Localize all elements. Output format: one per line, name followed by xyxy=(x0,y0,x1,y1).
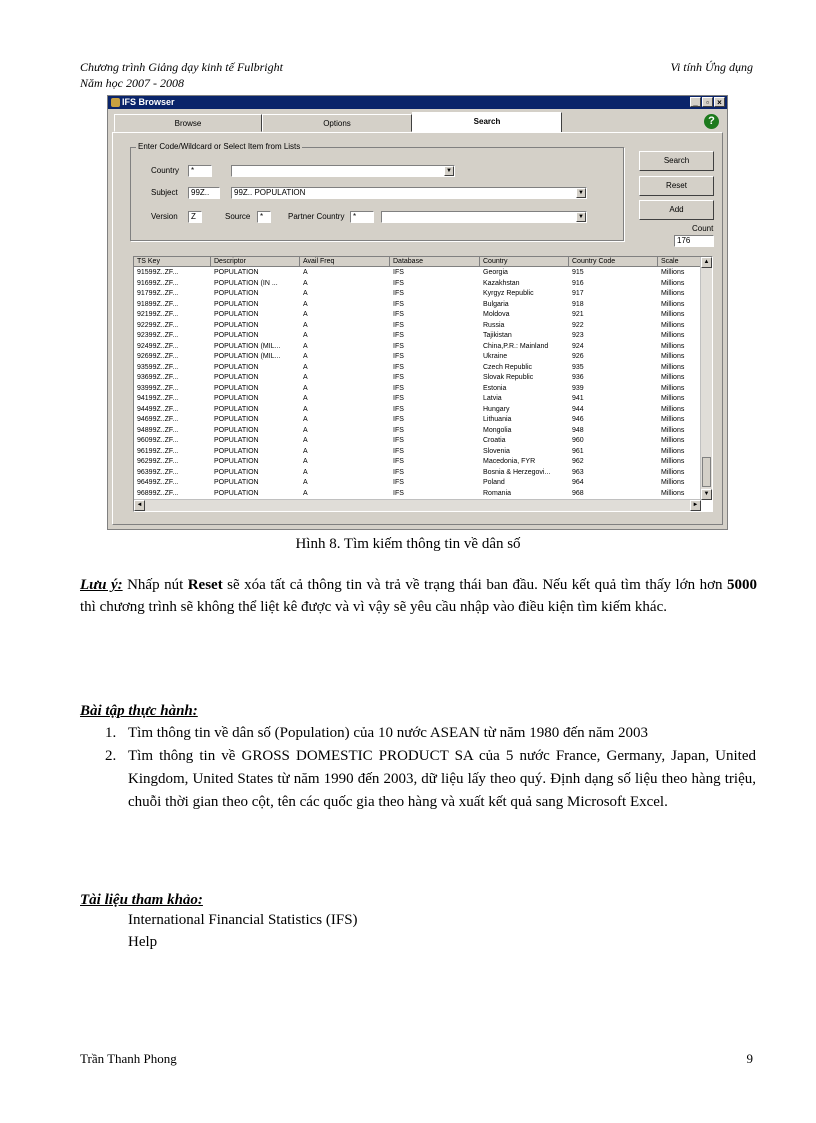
table-cell: Millions xyxy=(661,489,685,497)
help-icon[interactable]: ? xyxy=(704,114,719,129)
table-cell: POPULATION xyxy=(214,426,259,434)
table-cell: IFS xyxy=(393,290,404,297)
table-cell: Millions xyxy=(661,405,685,413)
header-year: Năm học 2007 - 2008 xyxy=(80,76,184,90)
col-scale[interactable]: Scale xyxy=(658,257,703,267)
table-cell: 923 xyxy=(572,332,584,339)
table-cell: 93999Z..ZF... xyxy=(137,384,179,392)
table-cell: 96499Z..ZF... xyxy=(137,479,179,486)
note-paragraph xyxy=(80,574,757,618)
table-cell: 92399Z..ZF... xyxy=(137,332,179,339)
table-cell: Slovak Republic xyxy=(483,374,534,381)
table-cell: IFS xyxy=(393,363,404,371)
table-cell: Macedonia, FYR xyxy=(483,458,536,465)
table-cell: Romania xyxy=(483,489,512,497)
subject-select-value: 99Z.. POPULATION xyxy=(234,188,306,197)
subject-label: Subject xyxy=(151,188,178,197)
table-cell: A xyxy=(303,353,308,360)
table-cell: A xyxy=(303,468,308,476)
table-cell: Kyrgyz Republic xyxy=(483,290,534,297)
table-cell: Millions xyxy=(661,479,685,486)
table-cell: IFS xyxy=(393,468,404,476)
table-cell: Millions xyxy=(661,395,685,402)
table-row[interactable] xyxy=(134,310,701,321)
note-text-3: thì chương trình sẽ không thể liệt kê được và vì vậy sẽ yêu cầu nhập vào điều kiện tìm kiếm khác. xyxy=(80,599,667,615)
reference-item: International Financial Statistics (IFS) xyxy=(128,912,358,928)
country-select[interactable] xyxy=(231,165,455,177)
table-cell: IFS xyxy=(393,332,404,339)
table-cell: 94199Z..ZF... xyxy=(137,395,179,402)
table-cell: POPULATION xyxy=(214,321,259,329)
source-code-input[interactable]: * xyxy=(257,211,271,223)
table-cell: Millions xyxy=(661,468,685,476)
table-cell: Millions xyxy=(661,311,685,318)
reset-button[interactable]: Reset xyxy=(639,176,714,196)
table-cell: 92699Z..ZF... xyxy=(137,353,179,360)
table-cell: A xyxy=(303,416,308,423)
exercise-number: 2. xyxy=(105,748,117,764)
references-title: Tài liệu tham khảo: xyxy=(80,892,203,908)
exercise-item-2 xyxy=(105,745,756,814)
table-cell: IFS xyxy=(393,416,404,423)
table-row[interactable] xyxy=(134,289,701,300)
table-cell: IFS xyxy=(393,437,404,444)
table-cell: POPULATION xyxy=(214,458,259,465)
vertical-scrollbar[interactable] xyxy=(700,257,712,500)
table-cell: POPULATION xyxy=(214,384,259,392)
table-cell: 946 xyxy=(572,416,584,423)
table-cell: Millions xyxy=(661,384,685,392)
table-cell: 962 xyxy=(572,458,584,465)
table-cell: Lithuania xyxy=(483,416,512,423)
note-reset-word: Reset xyxy=(187,577,223,593)
table-cell: Czech Republic xyxy=(483,363,533,371)
scroll-down-icon[interactable]: ▼ xyxy=(701,489,712,500)
note-limit-number: 5000 xyxy=(727,577,757,593)
table-cell: IFS xyxy=(393,311,404,318)
table-cell: 918 xyxy=(572,300,584,308)
table-cell: A xyxy=(303,374,308,381)
col-database[interactable]: Database xyxy=(390,257,480,267)
tab-search[interactable]: Search xyxy=(412,112,562,133)
table-cell: Ukraine xyxy=(483,353,508,360)
table-cell: A xyxy=(303,405,308,413)
table-cell: Millions xyxy=(661,353,685,360)
table-cell: 91899Z..ZF... xyxy=(137,300,179,308)
scroll-left-icon[interactable]: ◄ xyxy=(134,500,145,511)
table-cell: A xyxy=(303,395,308,402)
table-cell: POPULATION xyxy=(214,290,259,297)
table-cell: IFS xyxy=(393,321,404,329)
table-cell: 94699Z..ZF... xyxy=(137,416,179,423)
table-row[interactable] xyxy=(134,279,701,290)
table-cell: 91699Z..ZF... xyxy=(137,279,179,287)
table-cell: POPULATION xyxy=(214,395,259,402)
table-cell: 960 xyxy=(572,437,584,444)
table-cell: 961 xyxy=(572,447,584,455)
chevron-down-icon[interactable]: ▼ xyxy=(576,188,586,198)
table-cell: A xyxy=(303,489,308,497)
table-row[interactable] xyxy=(134,426,701,437)
table-cell: IFS xyxy=(393,458,404,465)
table-cell: POPULATION xyxy=(214,479,259,486)
table-cell: IFS xyxy=(393,395,404,402)
table-cell: 948 xyxy=(572,426,584,434)
table-row[interactable] xyxy=(134,352,701,363)
table-cell: A xyxy=(303,437,308,444)
table-cell: IFS xyxy=(393,479,404,486)
table-cell: IFS xyxy=(393,384,404,392)
table-cell: Millions xyxy=(661,279,685,287)
footer-author: Trần Thanh Phong xyxy=(80,1051,177,1066)
table-cell: IFS xyxy=(393,279,404,287)
table-row[interactable] xyxy=(134,457,701,468)
table-cell: IFS xyxy=(393,447,404,455)
table-cell: 941 xyxy=(572,395,584,402)
table-cell: A xyxy=(303,342,308,350)
table-cell: A xyxy=(303,363,308,371)
table-cell: Bulgaria xyxy=(483,300,509,308)
version-label: Version xyxy=(151,212,178,221)
table-cell: Kazakhstan xyxy=(483,279,520,287)
table-cell: Millions xyxy=(661,416,685,423)
scroll-thumb[interactable] xyxy=(702,457,711,487)
figure-caption: Hình 8. Tìm kiếm thông tin về dân số xyxy=(295,536,521,552)
table-cell: IFS xyxy=(393,300,404,308)
partner-country-select[interactable] xyxy=(381,211,587,223)
table-cell: POPULATION xyxy=(214,332,259,339)
table-cell: Millions xyxy=(661,342,685,350)
table-cell: 94899Z..ZF... xyxy=(137,426,179,434)
count-value: 176 xyxy=(674,235,714,247)
table-cell: Moldova xyxy=(483,311,510,318)
table-cell: Croatia xyxy=(483,437,506,444)
table-row[interactable] xyxy=(134,478,701,489)
table-cell: 96099Z..ZF... xyxy=(137,437,179,444)
table-cell: 968 xyxy=(572,489,584,497)
col-descriptor[interactable]: Descriptor xyxy=(211,257,300,267)
table-cell: 91799Z..ZF... xyxy=(137,290,179,297)
table-cell: 916 xyxy=(572,279,584,287)
table-cell: Millions xyxy=(661,458,685,465)
table-cell: Millions xyxy=(661,437,685,444)
exercise-number: 1. xyxy=(105,725,117,741)
restore-icon[interactable]: ▫ xyxy=(702,97,713,107)
table-cell: POPULATION xyxy=(214,374,259,381)
table-cell: IFS xyxy=(393,353,404,360)
country-label: Country xyxy=(151,166,180,175)
results-grid[interactable] xyxy=(133,256,713,512)
title-bar xyxy=(108,96,727,109)
table-cell: 926 xyxy=(572,353,584,360)
reference-item: Help xyxy=(128,934,158,950)
grid-header xyxy=(134,257,701,267)
table-cell: A xyxy=(303,426,308,434)
tab-browse[interactable]: Browse xyxy=(114,114,262,132)
table-cell: 924 xyxy=(572,342,584,350)
country-code-input[interactable]: * xyxy=(188,165,212,177)
table-cell: Georgia xyxy=(483,269,508,276)
table-row[interactable] xyxy=(134,268,701,279)
table-cell: POPULATION (MIL... xyxy=(214,342,281,350)
exercise-title: Bài tập thực hành: xyxy=(80,703,198,719)
add-button[interactable]: Add xyxy=(639,200,714,220)
table-cell: 939 xyxy=(572,384,584,392)
table-cell: China,P.R.: Mainland xyxy=(483,342,549,350)
exercise-text: Tìm thông tin về dân số (Population) của 10 nước ASEAN từ năm 1980 đến năm 2003 xyxy=(128,725,648,741)
source-label: Source xyxy=(225,212,251,221)
table-cell: Poland xyxy=(483,479,505,486)
table-cell: POPULATION xyxy=(214,468,259,476)
table-cell: 936 xyxy=(572,374,584,381)
table-cell: A xyxy=(303,300,308,308)
table-cell: POPULATION xyxy=(214,489,259,497)
table-cell: 917 xyxy=(572,290,584,297)
partner-code-input[interactable]: * xyxy=(350,211,374,223)
table-cell: A xyxy=(303,290,308,297)
table-cell: POPULATION xyxy=(214,447,259,455)
subject-select[interactable] xyxy=(231,187,587,199)
table-cell: A xyxy=(303,384,308,392)
table-cell: 92499Z..ZF... xyxy=(137,342,179,350)
ifs-browser-window xyxy=(107,95,728,530)
count-label: Count xyxy=(692,224,714,233)
note-text-1: Nhấp nút xyxy=(122,577,188,593)
table-cell: IFS xyxy=(393,269,404,276)
table-cell: 922 xyxy=(572,321,584,329)
note-text-2: sẽ xóa tất cả thông tin và trả về trạng thái ban đầu. Nếu kết quả tìm thấy lớn hơn xyxy=(222,577,727,593)
table-cell: Millions xyxy=(661,447,685,455)
table-cell: 921 xyxy=(572,311,584,318)
table-cell: POPULATION xyxy=(214,405,259,413)
table-row[interactable] xyxy=(134,468,701,479)
table-cell: A xyxy=(303,332,308,339)
table-row[interactable] xyxy=(134,489,701,500)
search-button[interactable]: Search xyxy=(639,151,714,171)
table-cell: Bosnia & Herzegovi... xyxy=(483,468,551,476)
table-cell: Millions xyxy=(661,321,685,329)
col-ts-key[interactable]: TS Key xyxy=(134,257,211,267)
table-cell: IFS xyxy=(393,405,404,413)
table-cell: A xyxy=(303,269,308,276)
table-cell: A xyxy=(303,458,308,465)
exercise-item-1 xyxy=(105,722,756,745)
table-cell: 963 xyxy=(572,468,584,476)
table-cell: 91599Z..ZF... xyxy=(137,269,179,276)
table-row[interactable] xyxy=(134,384,701,395)
table-cell: 92199Z..ZF... xyxy=(137,311,179,318)
table-row[interactable] xyxy=(134,394,701,405)
table-row[interactable] xyxy=(134,300,701,311)
table-cell: POPULATION xyxy=(214,416,259,423)
table-cell: Millions xyxy=(661,290,685,297)
criteria-group-label: Enter Code/Wildcard or Select Item from Lists xyxy=(138,142,301,151)
table-cell: Mongolia xyxy=(483,426,512,434)
table-row[interactable] xyxy=(134,321,701,332)
table-cell: POPULATION xyxy=(214,311,259,318)
table-cell: Russia xyxy=(483,321,505,329)
table-cell: 93599Z..ZF... xyxy=(137,363,179,371)
header-course: Chương trình Giảng dạy kinh tế Fulbright xyxy=(80,60,283,74)
partner-country-label: Partner Country xyxy=(288,212,345,221)
table-cell: Millions xyxy=(661,363,685,371)
table-cell: 96199Z..ZF... xyxy=(137,447,179,455)
table-cell: A xyxy=(303,479,308,486)
table-cell: A xyxy=(303,311,308,318)
table-row[interactable] xyxy=(134,363,701,374)
table-cell: Millions xyxy=(661,374,685,381)
table-cell: 93699Z..ZF... xyxy=(137,374,179,381)
version-code-input[interactable]: Z xyxy=(188,211,202,223)
table-cell: IFS xyxy=(393,374,404,381)
table-row[interactable] xyxy=(134,415,701,426)
table-row[interactable] xyxy=(134,447,701,458)
header-subject: Vi tính Ứng dụng xyxy=(670,60,753,74)
table-cell: 96299Z..ZF... xyxy=(137,458,179,465)
table-cell: 944 xyxy=(572,405,584,413)
table-row[interactable] xyxy=(134,405,701,416)
table-cell: 964 xyxy=(572,479,584,486)
table-cell: A xyxy=(303,447,308,455)
table-row[interactable] xyxy=(134,373,701,384)
col-country-code[interactable]: Country Code xyxy=(569,257,658,267)
horizontal-scrollbar[interactable] xyxy=(134,499,701,511)
table-cell: Tajikistan xyxy=(483,332,512,339)
table-cell: Millions xyxy=(661,426,685,434)
table-cell: 96399Z..ZF... xyxy=(137,468,179,476)
table-cell: IFS xyxy=(393,342,404,350)
table-cell: IFS xyxy=(393,489,404,497)
table-cell: POPULATION xyxy=(214,437,259,444)
table-cell: Estonia xyxy=(483,384,507,392)
tab-options[interactable]: Options xyxy=(262,114,412,132)
page-number: 9 xyxy=(746,1051,753,1066)
chevron-down-icon[interactable]: ▼ xyxy=(576,212,586,222)
subject-code-input[interactable]: 99Z.. xyxy=(188,187,220,199)
table-cell: POPULATION (IN ... xyxy=(214,279,278,287)
table-cell: 92299Z..ZF... xyxy=(137,321,179,329)
table-cell: Latvia xyxy=(483,395,502,402)
col-country[interactable]: Country xyxy=(480,257,569,267)
scroll-up-icon[interactable]: ▲ xyxy=(701,257,712,268)
table-cell: 915 xyxy=(572,269,584,276)
window-title: IFS Browser xyxy=(122,97,175,107)
table-cell: Millions xyxy=(661,300,685,308)
table-cell: Slovenia xyxy=(483,447,510,455)
app-icon xyxy=(111,98,120,107)
table-cell: POPULATION (MIL... xyxy=(214,353,281,360)
table-cell: POPULATION xyxy=(214,363,259,371)
table-row[interactable] xyxy=(134,331,701,342)
table-cell: 96899Z..ZF... xyxy=(137,489,179,497)
minimize-icon[interactable]: _ xyxy=(690,97,701,107)
note-label: Lưu ý: xyxy=(80,577,123,593)
chevron-down-icon[interactable]: ▼ xyxy=(444,166,454,176)
exercise-text: Tìm thông tin về GROSS DOMESTIC PRODUCT SA của 5 nước France, Germany, Japan, United Kingdom, United States từ năm 1990 đến 2003, dữ liệu lấy theo quý. Định dạng số liệu theo hàng triệu, chuỗi thời gian theo cột, tên các quốc gia theo hàng và xuất kết quả sang Microsoft Excel. xyxy=(128,748,756,810)
table-cell: A xyxy=(303,279,308,287)
table-cell: POPULATION xyxy=(214,269,259,276)
table-row[interactable] xyxy=(134,436,701,447)
col-avail-freq[interactable]: Avail Freq xyxy=(300,257,390,267)
close-icon[interactable]: × xyxy=(714,97,725,107)
table-cell: IFS xyxy=(393,426,404,434)
table-cell: A xyxy=(303,321,308,329)
table-row[interactable] xyxy=(134,342,701,353)
table-cell: Millions xyxy=(661,332,685,339)
table-cell: 94499Z..ZF... xyxy=(137,405,179,413)
table-cell: POPULATION xyxy=(214,300,259,308)
scroll-right-icon[interactable]: ► xyxy=(690,500,701,511)
table-cell: Hungary xyxy=(483,405,510,413)
table-cell: Millions xyxy=(661,269,685,276)
table-cell: 935 xyxy=(572,363,584,371)
